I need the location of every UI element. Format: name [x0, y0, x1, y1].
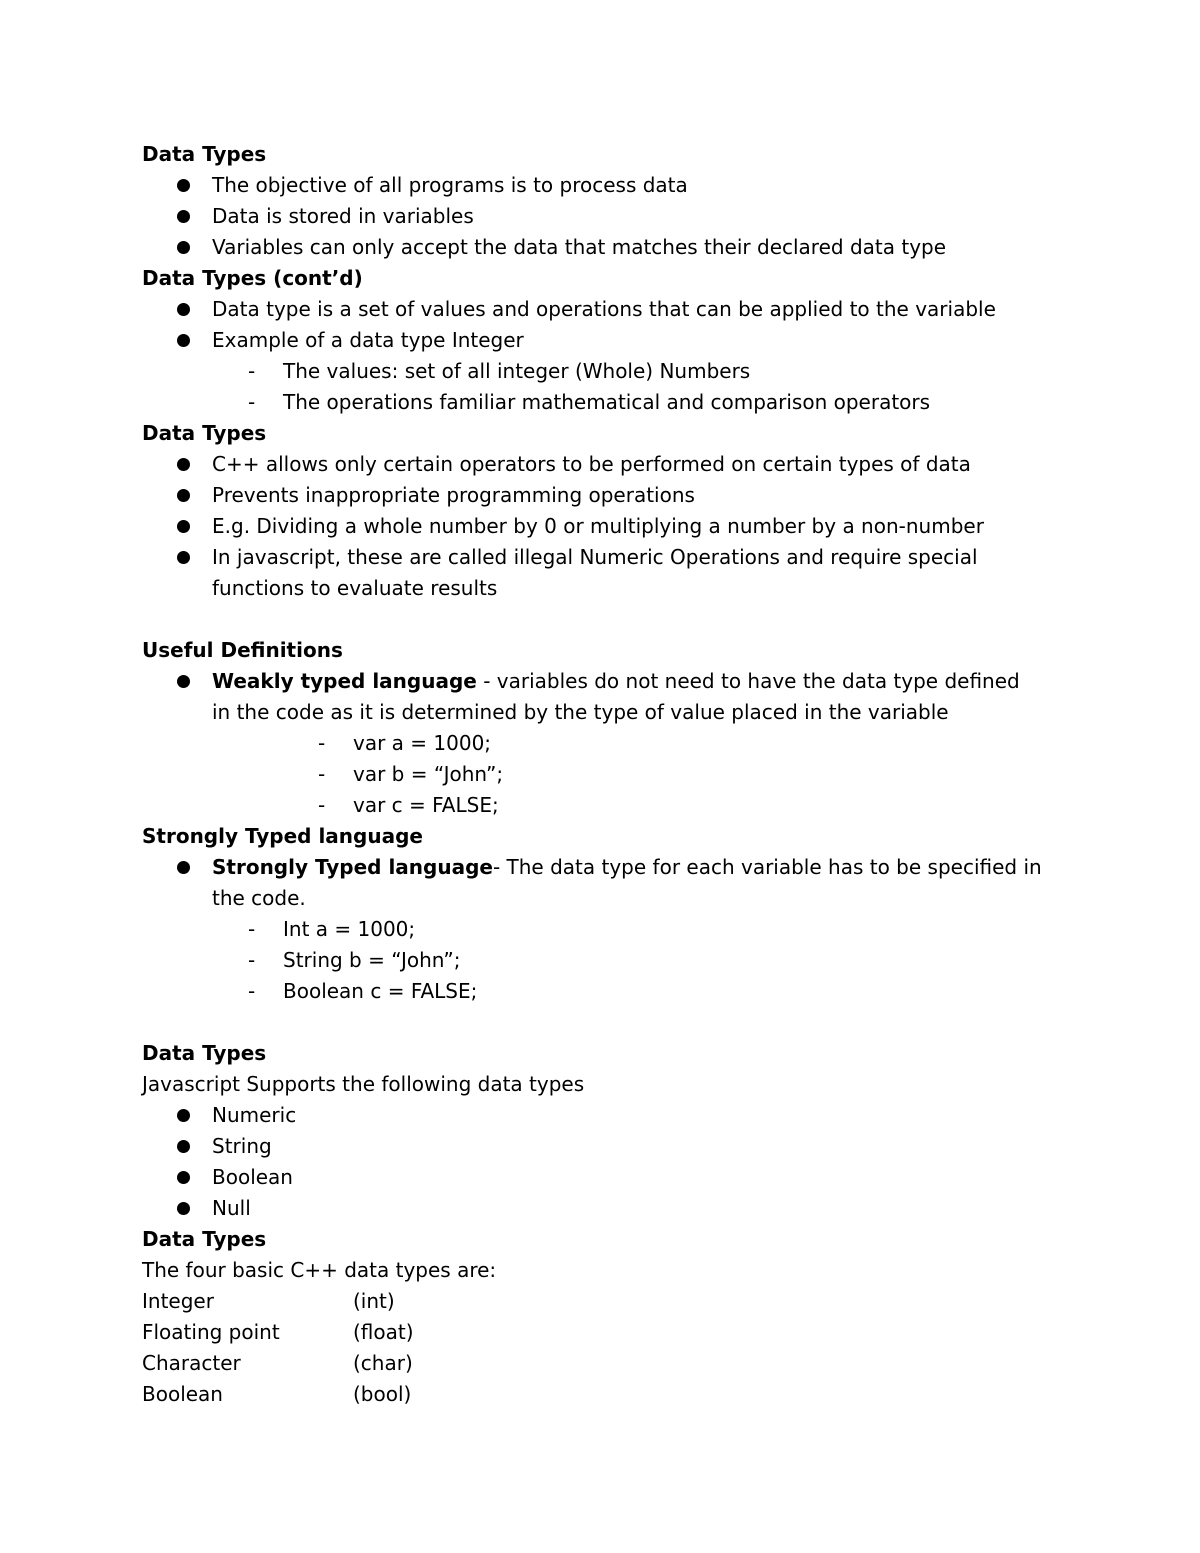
bullet-item [142, 666, 1062, 728]
spacer [142, 1007, 1062, 1038]
type-row: Floating point (float) [142, 1320, 414, 1344]
bullet-icon [177, 861, 190, 874]
heading-data-types-1: Data Types [142, 142, 267, 166]
type-row: Integer (int) [142, 1289, 395, 1313]
bullet-item: Null [142, 1193, 1062, 1224]
code-example: - var c = FALSE; [142, 790, 1062, 821]
bullet-icon [177, 1202, 190, 1215]
bullet-icon [177, 1109, 190, 1122]
bullet-icon [177, 241, 190, 254]
dash-icon: - [248, 390, 256, 414]
bullet-item: C++ allows only certain operators to be performed on certain types of data [142, 449, 1062, 480]
code-example: - var a = 1000; [142, 728, 1062, 759]
bullet-icon [177, 551, 190, 564]
heading-strongly-typed: Strongly Typed language [142, 824, 423, 848]
bullet-icon [177, 210, 190, 223]
spacer [142, 604, 1062, 635]
bullet-icon [177, 1171, 190, 1184]
definition-text: - The data type for each variable has to be specified in the code. [212, 855, 1042, 910]
bullet-item: In javascript, these are called illegal Numeric Operations and require special functions to evaluate results [142, 542, 1062, 604]
bullet-item: Example of a data type Integer [142, 325, 1062, 356]
sub-item: - The values: set of all integer (Whole) Numbers [142, 356, 1062, 387]
code-example: - Boolean c = FALSE; [142, 976, 1062, 1007]
definition-text: - variables do not need to have the data type defined in the code as it is determined by the type of value placed in the variable [212, 669, 1020, 724]
bullet-item: Variables can only accept the data that matches their declared data type [142, 232, 1062, 263]
document-page [142, 139, 1062, 1410]
heading-data-types-3: Data Types [142, 1041, 267, 1065]
intro-text: The four basic C++ data types are: [142, 1258, 497, 1282]
code-example: - Int a = 1000; [142, 914, 1062, 945]
term-strongly-typed: Strongly Typed language [212, 855, 493, 879]
type-row: Character (char) [142, 1351, 413, 1375]
heading-useful-definitions: Useful Definitions [142, 638, 343, 662]
heading-data-types-contd: Data Types (cont’d) [142, 266, 363, 290]
bullet-item: Data type is a set of values and operations that can be applied to the variable [142, 294, 1062, 325]
bullet-item: Numeric [142, 1100, 1062, 1131]
bullet-item [142, 852, 1062, 914]
bullet-icon [177, 334, 190, 347]
bullet-icon [177, 179, 190, 192]
bullet-icon [177, 520, 190, 533]
dash-icon: - [318, 793, 326, 817]
bullet-icon [177, 303, 190, 316]
dash-icon: - [248, 917, 256, 941]
heading-data-types-4: Data Types [142, 1227, 267, 1251]
type-row: Boolean (bool) [142, 1382, 412, 1406]
dash-icon: - [318, 762, 326, 786]
dash-icon: - [248, 979, 256, 1003]
dash-icon: - [318, 731, 326, 755]
code-example: - var b = “John”; [142, 759, 1062, 790]
bullet-item: The objective of all programs is to process data [142, 170, 1062, 201]
dash-icon: - [248, 948, 256, 972]
intro-text: Javascript Supports the following data types [142, 1072, 585, 1096]
bullet-icon [177, 489, 190, 502]
code-example: - String b = “John”; [142, 945, 1062, 976]
bullet-item: Prevents inappropriate programming operations [142, 480, 1062, 511]
bullet-item: Boolean [142, 1162, 1062, 1193]
sub-item: - The operations familiar mathematical and comparison operators [142, 387, 1062, 418]
bullet-icon [177, 675, 190, 688]
term-weakly-typed: Weakly typed language [212, 669, 477, 693]
dash-icon: - [248, 359, 256, 383]
bullet-item: E.g. Dividing a whole number by 0 or multiplying a number by a non-number [142, 511, 1062, 542]
bullet-icon [177, 1140, 190, 1153]
bullet-item: String [142, 1131, 1062, 1162]
bullet-icon [177, 458, 190, 471]
bullet-item: Data is stored in variables [142, 201, 1062, 232]
heading-data-types-2: Data Types [142, 421, 267, 445]
